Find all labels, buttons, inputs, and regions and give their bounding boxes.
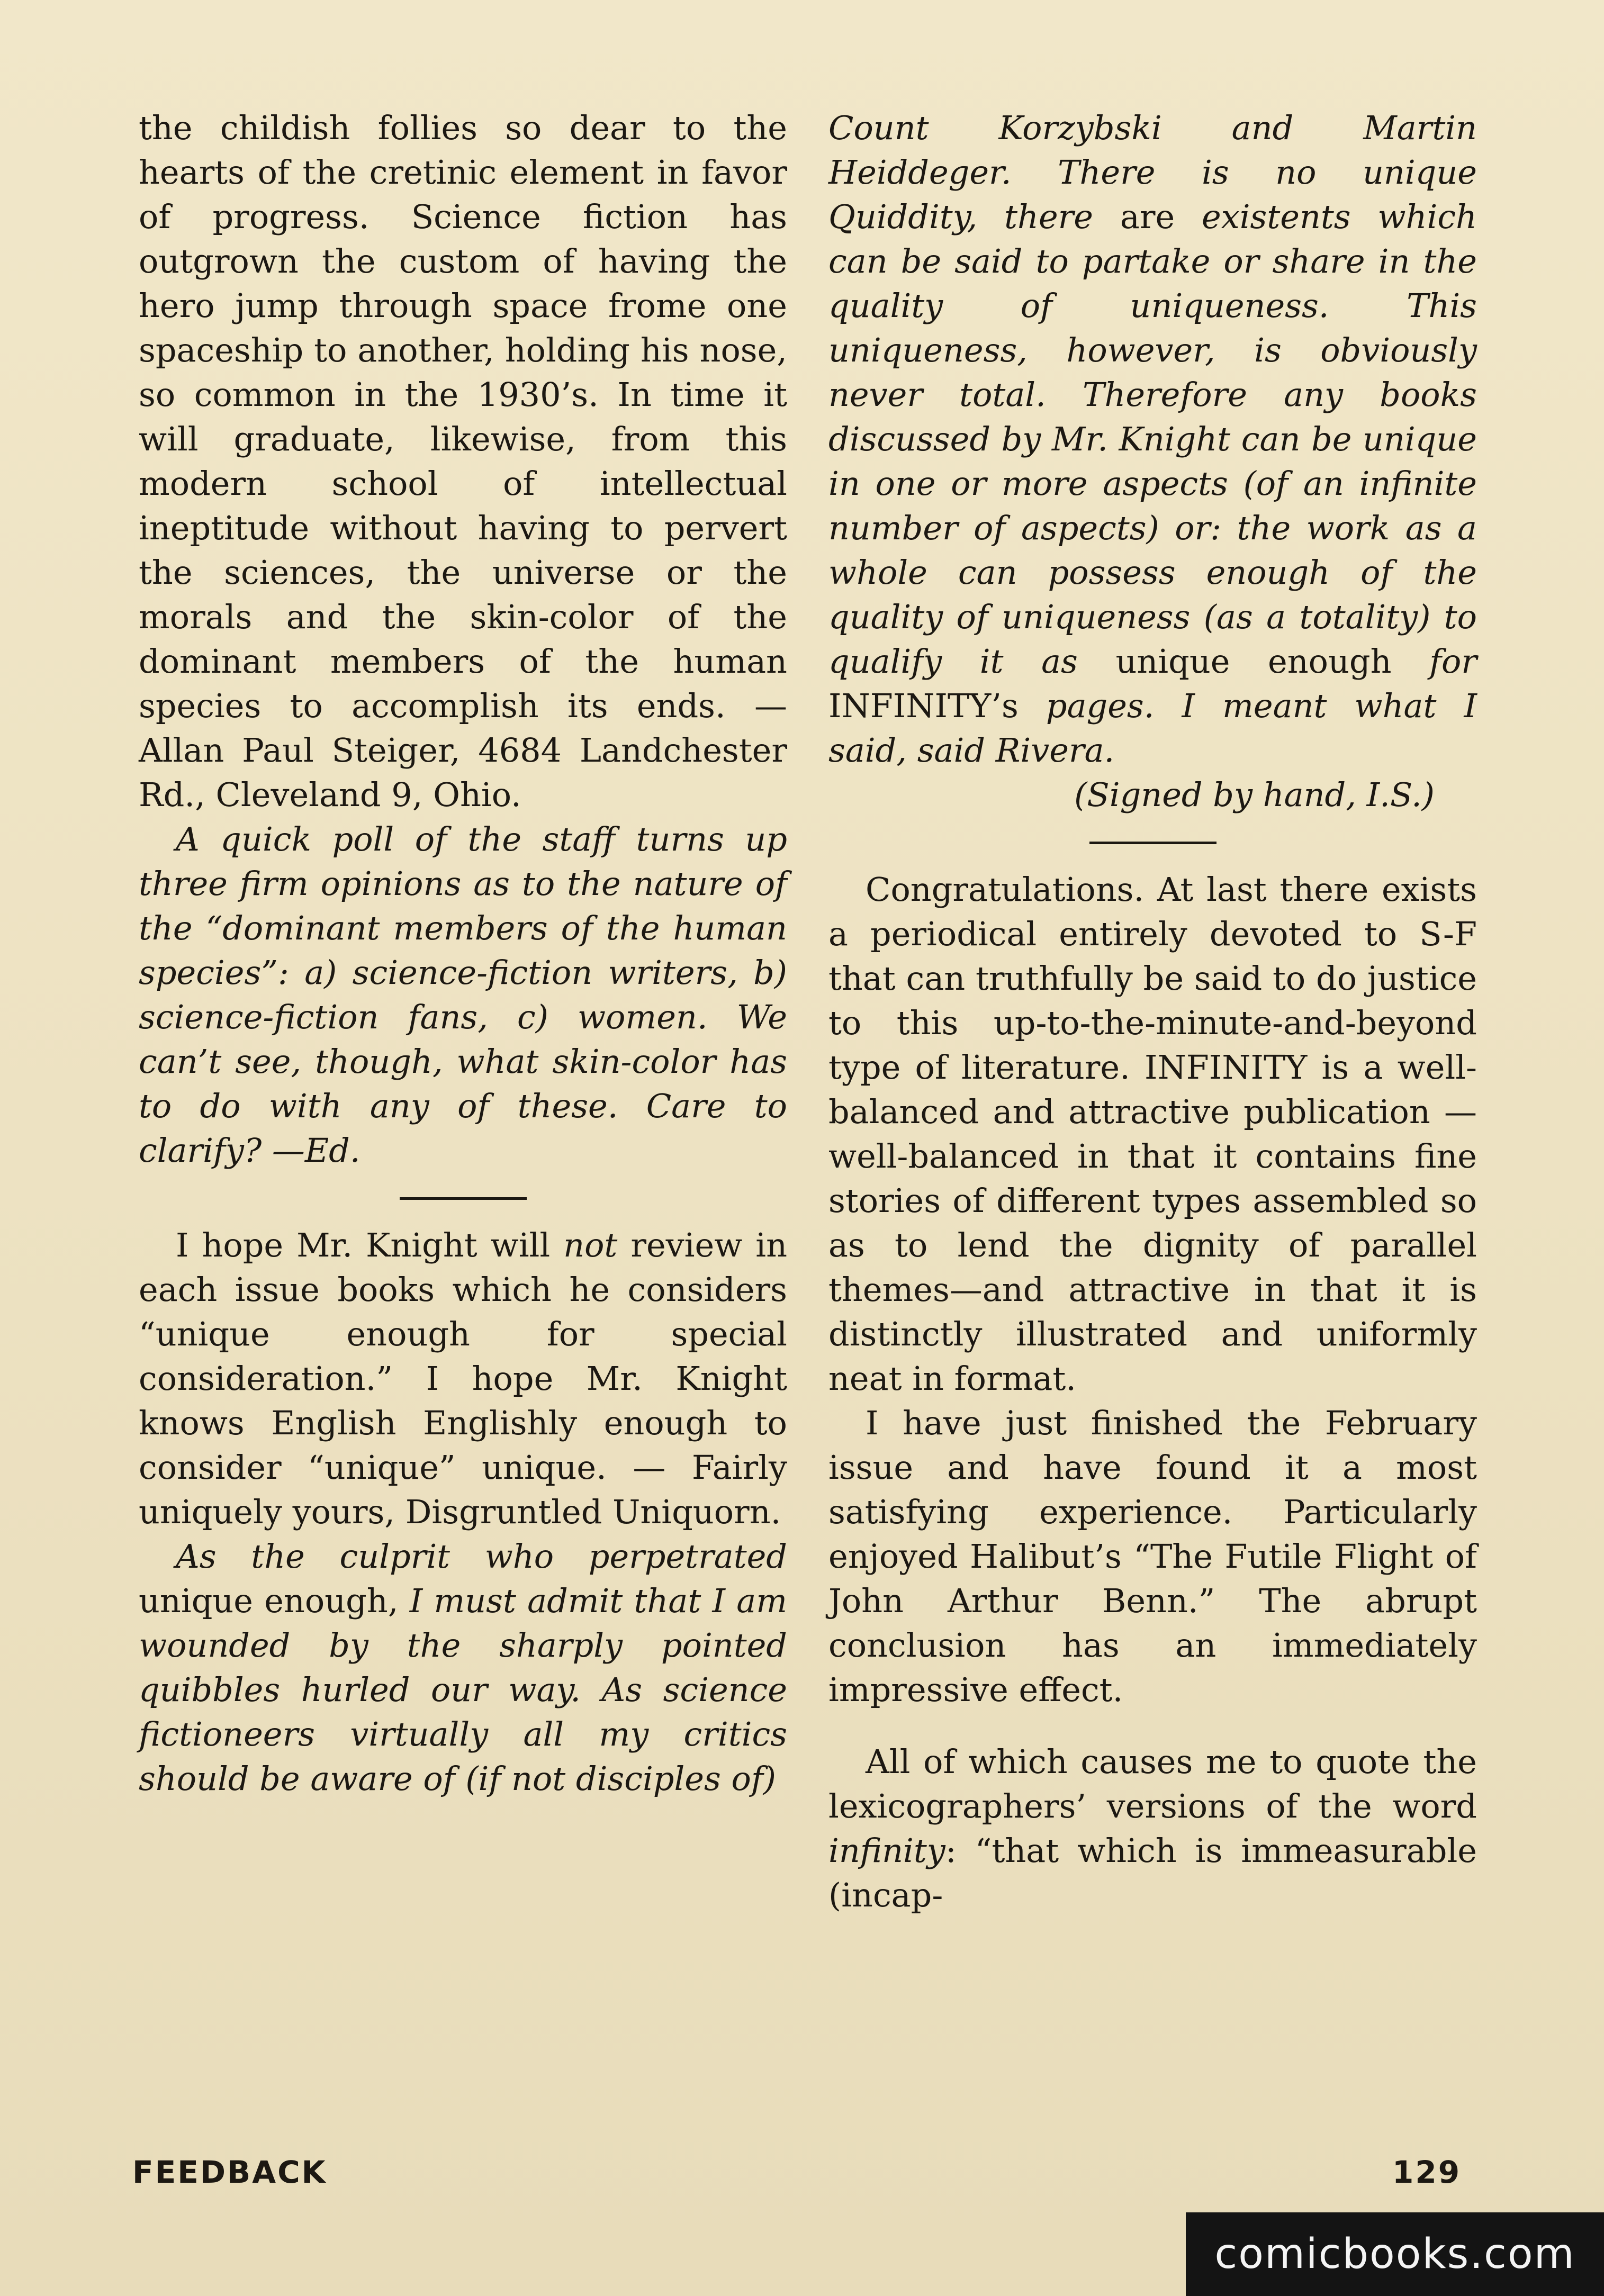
left-column <box>139 106 787 1801</box>
letter-congratulations: Congratulations. At last there exists a periodical entirely devoted to S-F that can truthfully be said to do justice to this up-to-the-minute-and-beyond type of literature. INFINITY is a well-balanced and attractive publication — well-balanced in that it contains fine stories of different types assembled so as to lend the dignity of parallel themes—and attractive in that it is distinctly illustrated and uniformly neat in format. <box>828 870 1477 1398</box>
rivera-reply-start: As the culprit who perpetrated unique enough, I must admit that I am wounded by the sharply pointed quibbles hurled our way. As science fictioneers virtually all my critics should be aware of (if not disciples of) <box>139 1537 787 1798</box>
rivera-reply-continued: Count Korzybski and Martin Heiddeger. There is no unique Quiddity, there are existents which can be said to partake or share in the quality of uniqueness. This uniqueness, however, is obviously never total. Therefore any books discussed by Mr. Knight can be unique in one or more aspects (of an infinite number of aspects) or: the work as a whole can possess enough of the quality of uniqueness (as a totality) to qualify it as unique enough for INFINITY’s pages. I meant what I said, said Rivera. <box>828 109 1477 770</box>
signature: (Signed by hand, I.S.) <box>1074 775 1435 814</box>
letter-lexicographers: All of which causes me to quote the lexicographers’ versions of the word infinity: “that which is immeasurable (incap- <box>828 1742 1477 1914</box>
editor-reply: A quick poll of the staff turns up three firm opinions as to the nature of the “dominant members of the human species”: a) science-fiction writers, b) science-fiction fans, c) women. We can’t see, though, what skin-color has to do with any of these. Care to clarify? —Ed. <box>139 820 787 1170</box>
right-column <box>828 106 1477 1918</box>
watermark: comicbooks.com <box>1186 2212 1604 2296</box>
page-number: 129 <box>1392 2154 1462 2190</box>
divider <box>1089 842 1216 844</box>
divider <box>400 1197 527 1200</box>
letter-steiger-text: the childish follies so dear to the hearts of the cretinic element in favor of progress. Science fiction has outgrown the custom of having the hero jump through space frome one spaceship to another, holding his nose, so common in the 1930’s. In time it will graduate, likewise, from this modern school of intellectual ineptitude without having to pervert the sciences, the universe or the morals and the skin-color of the dominant members of the human species to accomplish its ends. — Allan Paul Steiger, 4684 Landchester Rd., Cleveland 9, Ohio. <box>139 109 787 814</box>
letter-uniquorn: I hope Mr. Knight will not review in each issue books which he considers “unique enough for special consideration.” I hope Mr. Knight knows English Englishly enough to consider “unique” unique. — Fairly uniquely yours, Disgruntled Uniquorn. <box>139 1226 788 1531</box>
section-footer: FEEDBACK <box>132 2154 327 2190</box>
letter-february-issue: I have just finished the February issue and have found it a most satisfying experience. Particularly enjoyed Halibut’s “The Futile Flight of John Arthur Benn.” The abrupt conclusion has an immediately impressive effect. <box>828 1404 1477 1709</box>
